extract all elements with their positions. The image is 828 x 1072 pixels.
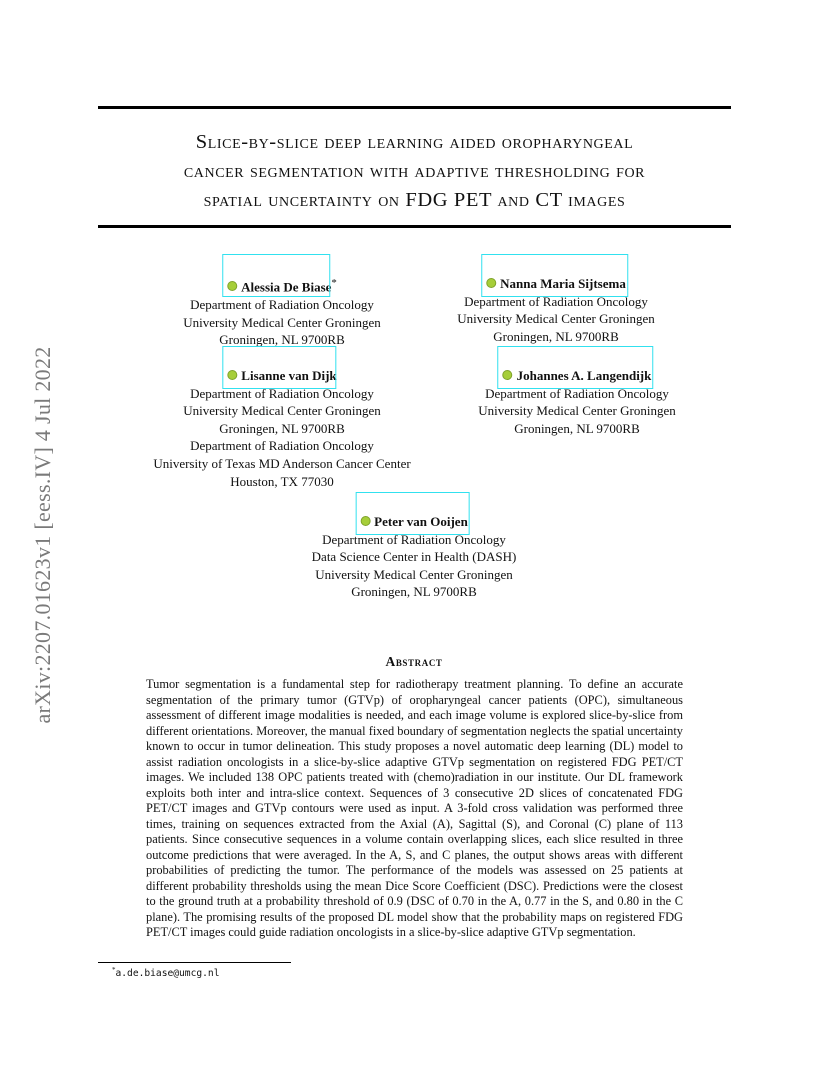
abstract-heading: Abstract [385, 654, 443, 669]
author-name-line[interactable] [502, 367, 653, 385]
author-block [153, 367, 410, 490]
author-name: Alessia De Biase [241, 279, 332, 295]
affiliation-line: University Medical Center Groningen [315, 566, 513, 582]
author-block [312, 513, 517, 601]
author-name-line[interactable] [226, 275, 338, 296]
affiliation-line: Department of Radiation Oncology [190, 385, 374, 401]
footnote-email[interactable]: a.de.biase@umcg.nl [115, 968, 220, 980]
author-name-line[interactable] [485, 275, 627, 293]
author-mark: * [331, 277, 337, 289]
author-block [457, 275, 654, 345]
abstract-body: Tumor segmentation is a fundamental step for radiotherapy treatment planning. To define an accurate segmentation of the primary tumor (GTVp) of oropharyngeal cancer patients (OPC), simultaneous assessment of different image modalities is needed, and each image volume is explored slice-by-slice from different orientations. Moreover, the manual fixed boundary of segmentation neglects the spatial uncertainty known to occur in tumor delineation. This study proposes a novel automatic deep learning (DL) model to assist radiation oncologists in a slice-by-slice adaptive GTVp segmentation on registered FDG PET/CT images. We included 138 OPC patients treated with (chemo)radiation in our institute. Our DL framework exploits both inter and intra-slice context. Sequences of 3 consecutive 2D slices of concatenated FDG PET/CT images and GTVp contours were used as input. A 3-fold cross validation was performed three times, training on sequences extracted from the Axial (A), Sagittal (S), and Coronal (C) plane of 113 patients. Since consecutive sequences in a volume contain overlapping slices, each slice resulted in three outcome predictions that were averaged. In the A, S, and C planes, the output shows areas with different probabilities of predicting the tumor. The performance of the models was assessed on 25 patients at different probability thresholds using the mean Dice Score Coefficient (DSC). Predictions were the closest to the ground truth at a probability threshold of 0.9 (DSC of 0.70 in the A, 0.77 in the S, and 0.80 in the C plane). The promising results of the proposed DL model show that the probability maps on registered FDG PET/CT images could guide radiation oncologists in a slice-by-slice adaptive GTVp segmentation. [146, 677, 683, 939]
author-name-line[interactable] [359, 513, 469, 531]
orcid-icon[interactable] [486, 278, 496, 288]
affiliation-line: University Medical Center Groningen [183, 314, 381, 330]
orcid-icon[interactable] [227, 281, 237, 291]
affiliation-line: Department of Radiation Oncology [190, 438, 374, 454]
affiliation-line: Groningen, NL 9700RB [219, 420, 345, 436]
affiliation-line: Department of Radiation Oncology [322, 531, 506, 547]
author-name-line[interactable] [226, 367, 337, 385]
title-rule-bottom [98, 225, 731, 228]
affiliation-line: Groningen, NL 9700RB [219, 332, 345, 348]
title-rule-top [98, 106, 731, 109]
affiliation-line: Department of Radiation Oncology [190, 296, 374, 312]
affiliation-line: University Medical Center Groningen [457, 311, 655, 327]
author-name: Nanna Maria Sijtsema [500, 276, 626, 291]
affiliation-line: Groningen, NL 9700RB [493, 328, 619, 344]
affiliation-line: University Medical Center Groningen [478, 403, 676, 419]
footnote-rule [98, 962, 291, 963]
footnote-mark: * [112, 966, 116, 974]
affiliation-line: University Medical Center Groningen [183, 403, 381, 419]
author-block [183, 275, 380, 349]
affiliation-line: Data Science Center in Health (DASH) [311, 549, 517, 565]
title-line: spatial uncertainty on FDG PET and CT images [203, 189, 626, 211]
orcid-icon[interactable] [503, 370, 513, 380]
orcid-icon[interactable] [227, 370, 237, 380]
paper-title [98, 128, 731, 215]
affiliation-line: Groningen, NL 9700RB [351, 584, 477, 600]
affiliation-line: University of Texas MD Anderson Cancer Center [153, 455, 411, 471]
title-line: cancer segmentation with adaptive thresholding for [183, 160, 646, 182]
affiliation-line: Houston, TX 77030 [230, 473, 334, 489]
title-line: Slice-by-slice deep learning aided oropharyngeal [195, 131, 634, 153]
footnote [112, 966, 219, 979]
arxiv-identifier[interactable]: arXiv:2207.01623v1 [eess.IV] 4 Jul 2022 [30, 346, 55, 724]
author-name: Peter van Ooijen [374, 514, 468, 529]
orcid-icon[interactable] [360, 516, 370, 526]
author-name: Johannes A. Langendijk [516, 368, 652, 383]
author-block [478, 367, 675, 437]
affiliation-line: Department of Radiation Oncology [485, 385, 669, 401]
author-name: Lisanne van Dijk [241, 368, 337, 383]
affiliation-line: Groningen, NL 9700RB [514, 420, 640, 436]
affiliation-line: Department of Radiation Oncology [464, 293, 648, 309]
